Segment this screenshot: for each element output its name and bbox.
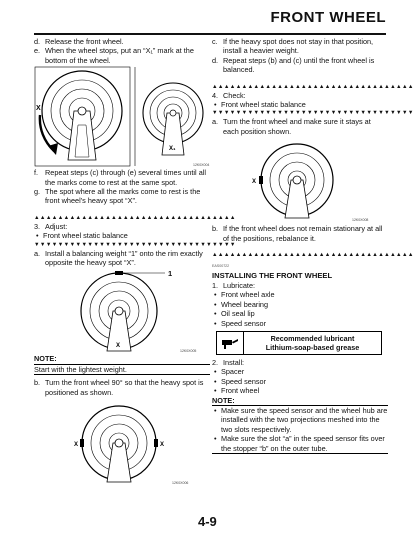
step-4-bullet: • Front wheel static balance [212, 100, 388, 109]
x-mark-label: X [116, 343, 121, 350]
wheel-diagram [34, 65, 210, 168]
figure-check-balance [212, 136, 388, 224]
figure-id: 12K0X008 [352, 218, 369, 223]
lubricate-item: • Wheel bearing [212, 300, 388, 309]
x-mark-left: X [74, 442, 79, 449]
note-item: • Make sure the slot “a” in the speed sensor fits over the stopper “b” on the outer tube. [212, 434, 388, 453]
note-rule-bottom [34, 374, 210, 375]
x1-mark-label: X₁ [169, 146, 176, 153]
step-b-turn-wheel: b. Turn the front wheel 90° so that the heavy spot is positioned as shown. [34, 378, 204, 397]
wheel-90-diagram [34, 397, 210, 485]
page-number: 4-9 [198, 514, 217, 529]
caution-triangles-up-2: ▲▲▲▲▲▲▲▲▲▲▲▲▲▲▲▲▲▲▲▲▲▲▲▲▲▲▲▲▲▲▲▲▲▲ [212, 252, 414, 259]
step-4: 4. Check: [212, 90, 246, 100]
caution-triangles-up: ▲▲▲▲▲▲▲▲▲▲▲▲▲▲▲▲▲▲▲▲▲▲▲▲▲▲▲▲▲▲▲▲▲▲ [34, 214, 236, 221]
figure-id: 12K0X005 [180, 349, 197, 354]
note-label: NOTE: [212, 395, 235, 405]
section-code: EAS00722 [212, 264, 230, 269]
lubricant-text: Recommended lubricant Lithium-soap-based grease [265, 333, 360, 352]
step-c: c. If the heavy spot does not stay in that position, install a heavier weight. [212, 37, 374, 56]
note-text: Start with the lightest weight. [34, 364, 127, 374]
page-title: FRONT WHEEL [270, 9, 386, 26]
step-1: 1. Lubricate: [212, 280, 256, 290]
weight-callout-1: 1 [168, 269, 173, 279]
caution-triangles-up: ▲▲▲▲▲▲▲▲▲▲▲▲▲▲▲▲▲▲▲▲▲▲▲▲▲▲▲▲▲▲▲▲▲▲ [212, 83, 414, 90]
install-item: • Spacer [212, 367, 388, 376]
install-item: • Front wheel [212, 386, 388, 395]
caution-triangles-down: ▼▼▼▼▼▼▼▼▼▼▼▼▼▼▼▼▼▼▼▼▼▼▼▼▼▼▼▼▼▼▼▼▼▼ [34, 241, 236, 248]
lubricate-item: • Speed sensor [212, 319, 388, 328]
step-f: f. Repeat steps (c) through (e) several times until all the marks come to rest at the same spot. [34, 168, 207, 187]
grease-gun-icon [217, 332, 244, 354]
step-e: e. When the wheel stops, put an “X₁” mark at the bottom of the wheel. [34, 46, 194, 65]
step-d: d. Repeat steps (b) and (c) until the front wheel is balanced. [212, 55, 375, 75]
step-a-install-weight: a. Install a balancing weight “1” onto the rim exactly opposite the heavy spot “X”. [34, 248, 203, 268]
step-g: g. The spot where all the marks come to rest is the front wheel’s heavy spot “X”. [34, 187, 201, 206]
figure-wheel-balance-1 [34, 65, 210, 168]
section-title: INSTALLING THE FRONT WHEEL [212, 271, 333, 281]
step-3: 3. Adjust: [34, 221, 68, 231]
step-3-bullet: • Front wheel static balance [34, 231, 210, 240]
install-item: • Speed sensor [212, 377, 388, 386]
wheel-weight-diagram [34, 267, 210, 354]
x-mark-label: X [36, 105, 41, 113]
figure-balancing-weight [34, 267, 210, 354]
step-b-rebalance: b. If the front wheel does not remain stationary at all of the positions, rebalance it. [212, 224, 383, 243]
wheel-check-diagram [212, 136, 388, 224]
figure-id: 12K0X004 [193, 163, 210, 168]
caution-triangles-down: ▼▼▼▼▼▼▼▼▼▼▼▼▼▼▼▼▼▼▼▼▼▼▼▼▼▼▼▼▼▼▼▼▼▼ [212, 110, 414, 117]
figure-heavy-spot-90 [34, 397, 210, 485]
step-2: 2. Install: [212, 357, 245, 367]
x-mark-right: X [160, 442, 165, 449]
lubricate-item: • Oil seal lip [212, 309, 388, 318]
step-d: d. Release the front wheel. [34, 37, 124, 46]
header-rule [34, 33, 386, 35]
note-rule-bottom [212, 453, 388, 454]
lubricate-item: • Front wheel axle [212, 290, 388, 299]
lubricant-box [216, 331, 382, 355]
figure-id: 12K0X006 [172, 481, 189, 486]
note-item: • Make sure the speed sensor and the wheel hub are installed with the two projections meshed into the two slots respectively. [212, 406, 388, 434]
note-label: NOTE: [34, 354, 57, 364]
x-mark-label: X [252, 179, 257, 186]
step-a-turn-check: a. Turn the front wheel and make sure it stays at each position shown. [212, 117, 371, 136]
right-column [212, 37, 414, 454]
